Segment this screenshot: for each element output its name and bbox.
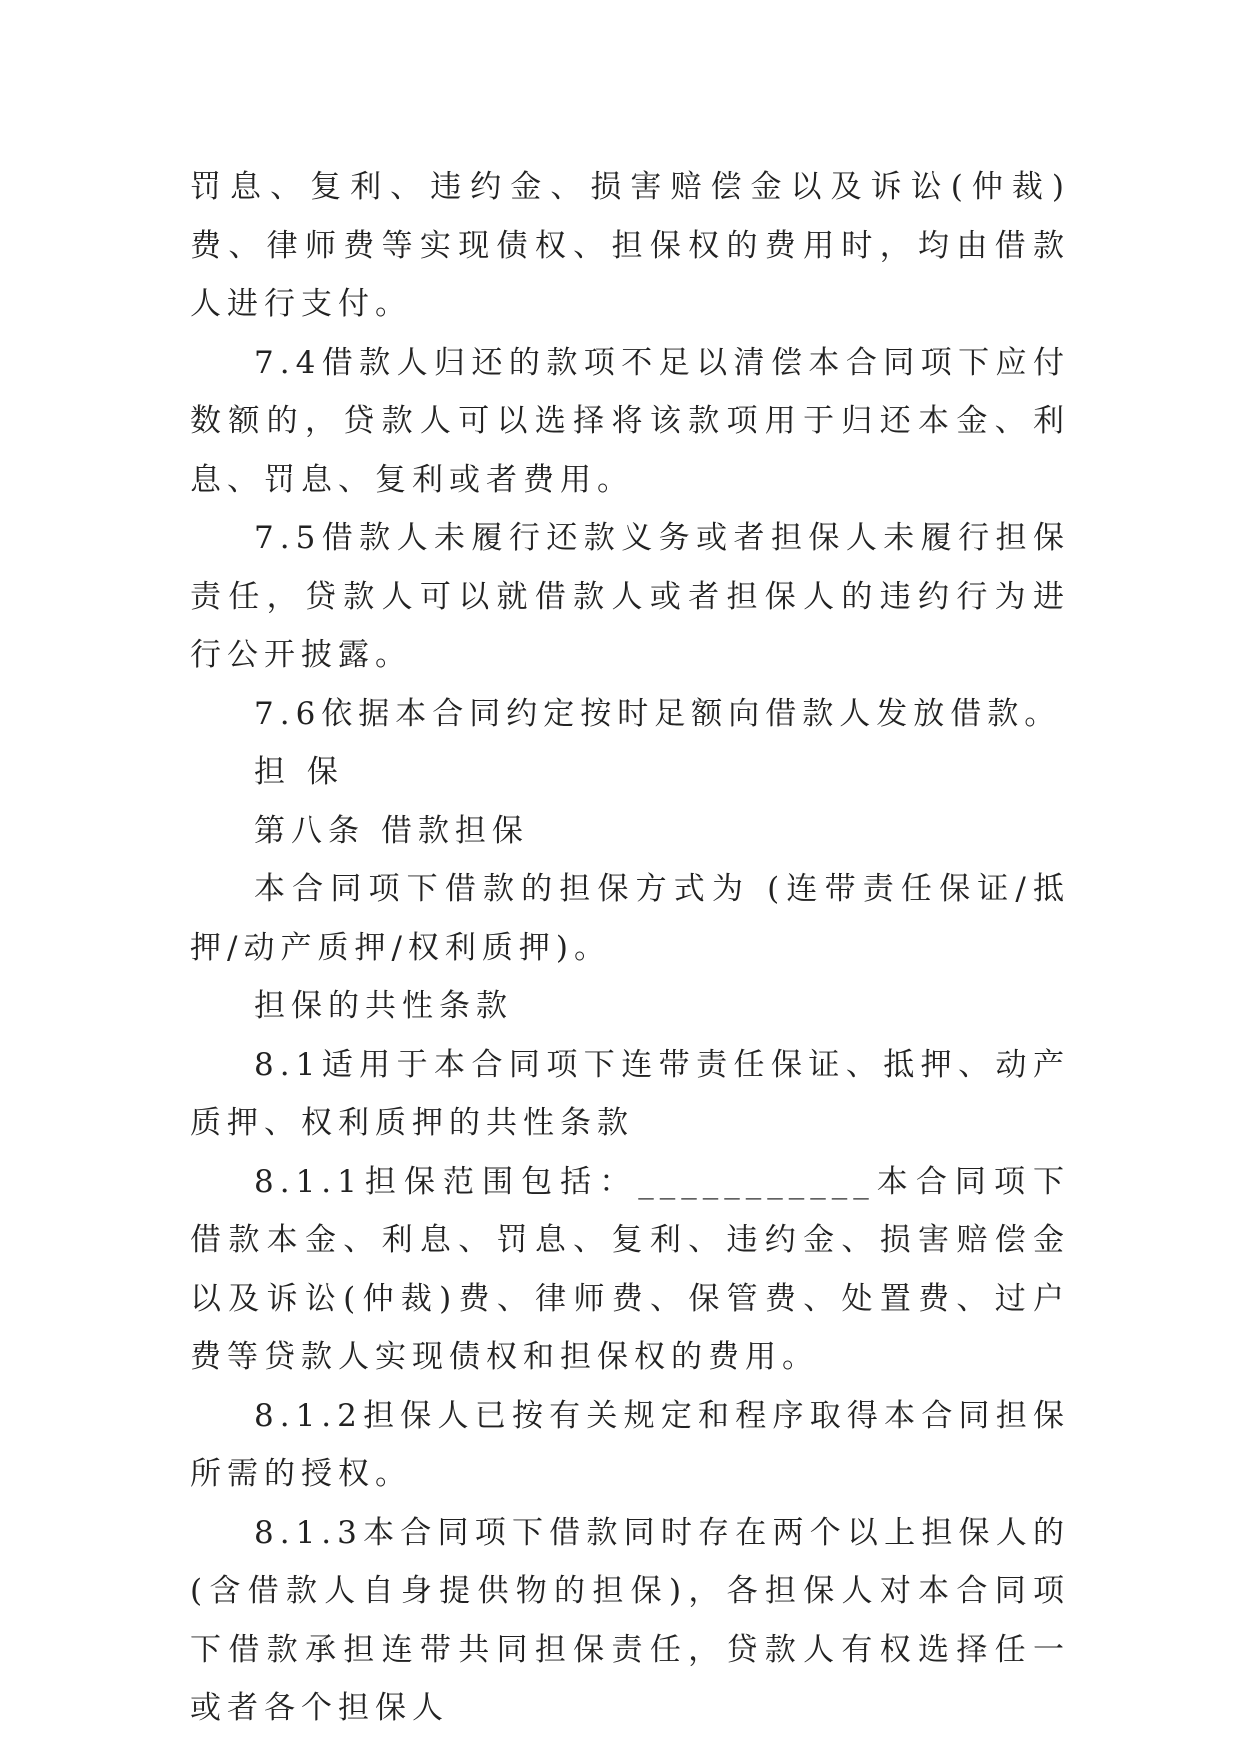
common-terms-heading: 担保的共性条款: [254, 988, 513, 1024]
clause-8-1-3: 8.1.3本合同项下借款同时存在两个以上担保人的(含借款人自身提供物的担保)，各担保人对本合同项下借款承担连带共同担保责任，贷款人有权选择任一或者各个担保人: [190, 1514, 1070, 1726]
clause-8-1-2: 8.1.2担保人已按有关规定和程序取得本合同担保所需的授权。: [190, 1397, 1070, 1492]
clause-8-1-1: 8.1.1担保范围包括：___________本合同项下借款本金、利息、罚息、复利、违约金、损害赔偿金以及诉讼(仲裁)费、律师费、保管费、处置费、过户费等贷款人实现债权和担保权的费用。: [190, 1163, 1070, 1375]
section-heading-guarantee: 担 保: [254, 754, 344, 790]
document-body: [190, 158, 1070, 1738]
clause-7-5: 7.5借款人未履行还款义务或者担保人未履行担保责任，贷款人可以就借款人或者担保人的违约行为进行公开披露。: [190, 520, 1070, 673]
guarantee-method: 本合同项下借款的担保方式为 (连带责任保证/抵押/动产质押/权利质押)。: [190, 871, 1070, 966]
paragraph-continuation: 罚息、复利、违约金、损害赔偿金以及诉讼(仲裁)费、律师费等实现债权、担保权的费用时，均由借款人进行支付。: [190, 169, 1070, 322]
clause-7-4: 7.4借款人归还的款项不足以清偿本合同项下应付数额的，贷款人可以选择将该款项用于归还本金、利息、罚息、复利或者费用。: [190, 344, 1070, 498]
clause-7-6: 7.6依据本合同约定按时足额向借款人发放借款。: [254, 695, 1062, 732]
clause-8-1: 8.1适用于本合同项下连带责任保证、抵押、动产质押、权利质押的共性条款: [190, 1046, 1070, 1141]
article-8-title: 第八条 借款担保: [254, 812, 529, 849]
